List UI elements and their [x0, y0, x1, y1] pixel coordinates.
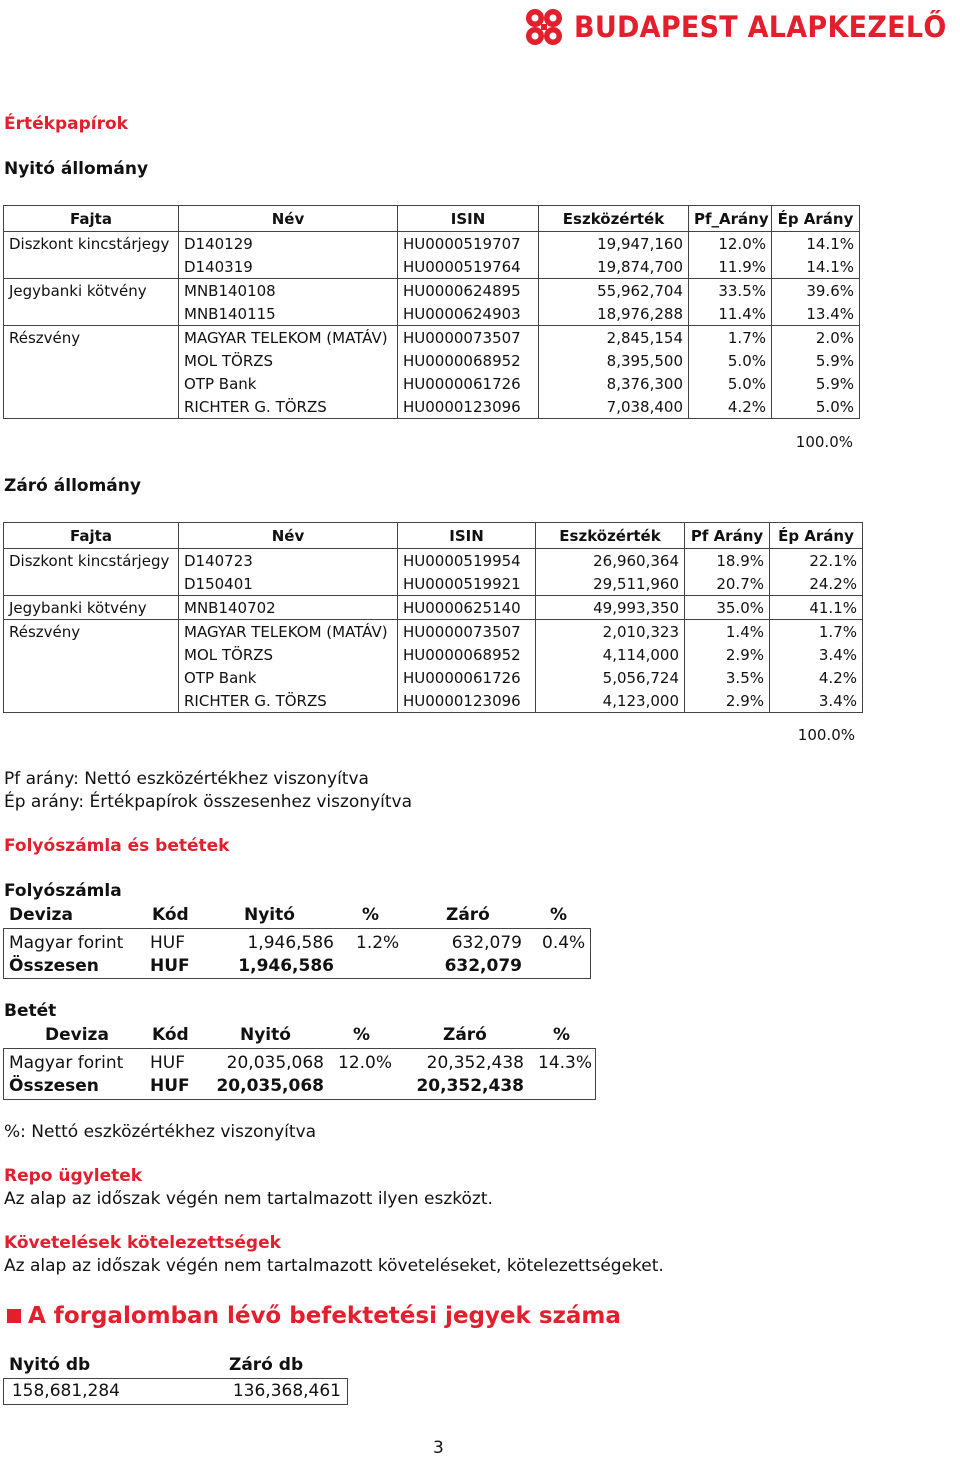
name-cell: MNB140108	[179, 279, 398, 303]
isin-cell: HU0000123096	[398, 689, 536, 713]
accounts-title: Folyószámla és betétek	[4, 836, 230, 856]
type-cell: Részvény	[4, 620, 179, 644]
current-total-closing: 632,079	[444, 956, 522, 976]
units-closing-value: 136,368,461	[232, 1381, 341, 1401]
deposit-closing-pct: 14.3%	[538, 1053, 593, 1073]
table-header-row	[4, 523, 863, 549]
column-header: Név	[179, 206, 398, 232]
name-cell: OTP Bank	[179, 372, 398, 395]
type-cell	[4, 372, 179, 395]
value-cell: 26,960,364	[536, 549, 685, 573]
name-cell: RICHTER G. TÖRZS	[179, 395, 398, 419]
ep-ratio-cell: 1.7%	[770, 620, 863, 644]
table-header-row	[4, 206, 860, 232]
type-cell	[4, 666, 179, 689]
current-opening: 1,946,586	[247, 933, 334, 953]
pf-ratio-cell: 11.9%	[689, 255, 772, 279]
table-row	[4, 255, 860, 279]
opening-total: 100.0%	[795, 433, 853, 451]
deposit-header-nyito: Nyitó	[240, 1025, 291, 1045]
value-cell: 8,395,500	[539, 349, 689, 372]
table-row	[4, 689, 863, 713]
type-cell	[4, 349, 179, 372]
current-header-pct1: %	[362, 905, 380, 925]
deposit-header-pct1: %	[353, 1025, 371, 1045]
pf-ratio-cell: 35.0%	[685, 596, 770, 620]
deposit-opening: 20,035,068	[226, 1053, 324, 1073]
ep-ratio-cell: 5.9%	[772, 372, 860, 395]
units-box	[3, 1378, 348, 1405]
isin-cell: HU0000519707	[398, 232, 539, 256]
column-header: Fajta	[4, 206, 179, 232]
current-header-nyito: Nyitó	[244, 905, 295, 925]
ep-ratio-cell: 3.4%	[770, 643, 863, 666]
deposit-opening-pct: 12.0%	[338, 1053, 393, 1073]
value-cell: 2,845,154	[539, 326, 689, 350]
table-row	[4, 349, 860, 372]
value-cell: 49,993,350	[536, 596, 685, 620]
opening-title: Nyitó állomány	[4, 159, 149, 179]
value-cell: 4,123,000	[536, 689, 685, 713]
name-cell: MNB140115	[179, 302, 398, 326]
current-currency: Magyar forint	[9, 933, 124, 953]
column-header: ISIN	[398, 206, 539, 232]
claims-text: Az alap az időszak végén nem tartalmazott követeléseket, kötelezettségeket.	[4, 1256, 664, 1276]
current-total-code: HUF	[150, 956, 190, 976]
deposit-total-closing: 20,352,438	[416, 1076, 524, 1096]
table-row	[4, 395, 860, 419]
closing-table	[3, 522, 863, 713]
name-cell: MOL TÖRZS	[179, 643, 398, 666]
budapest-logo-icon	[522, 7, 566, 47]
isin-cell: HU0000519764	[398, 255, 539, 279]
type-cell: Diszkont kincstárjegy	[4, 232, 179, 256]
name-cell: D140723	[179, 549, 398, 573]
pf-ratio-cell: 33.5%	[689, 279, 772, 303]
deposit-total-opening: 20,035,068	[216, 1076, 324, 1096]
type-cell: Részvény	[4, 326, 179, 350]
column-header: ISIN	[398, 523, 536, 549]
securities-title: Értékpapírok	[4, 114, 128, 134]
ep-ratio-cell: 41.1%	[770, 596, 863, 620]
isin-cell: HU0000061726	[398, 666, 536, 689]
table-row	[4, 372, 860, 395]
isin-cell: HU0000624903	[398, 302, 539, 326]
accounts-note: %: Nettó eszközértékhez viszonyítva	[4, 1122, 317, 1142]
name-cell: MAGYAR TELEKOM (MATÁV)	[179, 326, 398, 350]
repo-title: Repo ügyletek	[4, 1166, 143, 1186]
pf-ratio-cell: 18.9%	[685, 549, 770, 573]
units-heading	[7, 1303, 621, 1329]
name-cell: MNB140702	[179, 596, 398, 620]
column-header: Ép Arány	[772, 206, 860, 232]
table-row	[4, 302, 860, 326]
pf-ratio-cell: 1.7%	[689, 326, 772, 350]
units-header-opening: Nyitó db	[9, 1355, 91, 1375]
type-cell: Jegybanki kötvény	[4, 279, 179, 303]
ep-ratio-cell: 5.9%	[772, 349, 860, 372]
value-cell: 18,976,288	[539, 302, 689, 326]
square-bullet-icon	[7, 1309, 21, 1323]
current-closing-pct: 0.4%	[542, 933, 586, 953]
name-cell: D140319	[179, 255, 398, 279]
pf-ratio-cell: 5.0%	[689, 349, 772, 372]
value-cell: 7,038,400	[539, 395, 689, 419]
note-pf: Pf arány: Nettó eszközértékhez viszonyítva	[4, 769, 369, 789]
ep-ratio-cell: 39.6%	[772, 279, 860, 303]
ep-ratio-cell: 22.1%	[770, 549, 863, 573]
pf-ratio-cell: 12.0%	[689, 232, 772, 256]
current-total-label: Összesen	[9, 956, 99, 976]
table-row	[4, 596, 863, 620]
value-cell: 2,010,323	[536, 620, 685, 644]
type-cell: Jegybanki kötvény	[4, 596, 179, 620]
current-closing: 632,079	[451, 933, 522, 953]
column-header: Eszközérték	[539, 206, 689, 232]
table-row	[4, 666, 863, 689]
current-account-box	[3, 928, 591, 979]
column-header: Ép Arány	[770, 523, 863, 549]
column-header: Pf_Arány	[689, 206, 772, 232]
value-cell: 55,962,704	[539, 279, 689, 303]
deposit-total-code: HUF	[150, 1076, 190, 1096]
isin-cell: HU0000519954	[398, 549, 536, 573]
isin-cell: HU0000061726	[398, 372, 539, 395]
deposit-closing: 20,352,438	[426, 1053, 524, 1073]
deposit-header-zaro: Záró	[443, 1025, 487, 1045]
pf-ratio-cell: 11.4%	[689, 302, 772, 326]
ep-ratio-cell: 14.1%	[772, 255, 860, 279]
table-row	[4, 549, 863, 573]
type-cell: Diszkont kincstárjegy	[4, 549, 179, 573]
pf-ratio-cell: 5.0%	[689, 372, 772, 395]
name-cell: MOL TÖRZS	[179, 349, 398, 372]
units-header-closing: Záró db	[229, 1355, 304, 1375]
deposit-title: Betét	[4, 1001, 57, 1021]
isin-cell: HU0000625140	[398, 596, 536, 620]
type-cell	[4, 689, 179, 713]
type-cell	[4, 302, 179, 326]
brand-name: BUDAPEST ALAPKEZELŐ	[574, 10, 947, 44]
closing-total: 100.0%	[797, 726, 855, 744]
deposit-header-kod: Kód	[152, 1025, 189, 1045]
repo-text: Az alap az időszak végén nem tartalmazott ilyen eszközt.	[4, 1189, 493, 1209]
current-header-deviza: Deviza	[9, 905, 73, 925]
ep-ratio-cell: 2.0%	[772, 326, 860, 350]
opening-table	[3, 205, 860, 419]
current-account-title: Folyószámla	[4, 881, 122, 901]
name-cell: D140129	[179, 232, 398, 256]
value-cell: 4,114,000	[536, 643, 685, 666]
table-row	[4, 279, 860, 303]
table-row	[4, 326, 860, 350]
current-opening-pct: 1.2%	[356, 933, 400, 953]
value-cell: 19,874,700	[539, 255, 689, 279]
current-total-opening: 1,946,586	[238, 956, 334, 976]
type-cell	[4, 643, 179, 666]
closing-title: Záró állomány	[4, 476, 141, 496]
brand-logo	[522, 6, 960, 48]
table-row	[4, 620, 863, 644]
pf-ratio-cell: 1.4%	[685, 620, 770, 644]
isin-cell: HU0000519921	[398, 572, 536, 596]
current-header-pct2: %	[550, 905, 568, 925]
column-header: Fajta	[4, 523, 179, 549]
units-opening-value: 158,681,284	[11, 1381, 120, 1401]
page-number: 3	[433, 1438, 444, 1458]
type-cell	[4, 395, 179, 419]
table-row	[4, 643, 863, 666]
ep-ratio-cell: 13.4%	[772, 302, 860, 326]
deposit-header-deviza: Deviza	[45, 1025, 109, 1045]
ep-ratio-cell: 5.0%	[772, 395, 860, 419]
units-title: A forgalomban lévő befektetési jegyek száma	[28, 1303, 621, 1329]
deposit-currency: Magyar forint	[9, 1053, 124, 1073]
column-header: Pf Arány	[685, 523, 770, 549]
name-cell: D150401	[179, 572, 398, 596]
isin-cell: HU0000073507	[398, 620, 536, 644]
pf-ratio-cell: 4.2%	[689, 395, 772, 419]
value-cell: 8,376,300	[539, 372, 689, 395]
ep-ratio-cell: 24.2%	[770, 572, 863, 596]
table-row	[4, 232, 860, 256]
pf-ratio-cell: 2.9%	[685, 643, 770, 666]
current-code: HUF	[150, 933, 186, 953]
current-header-kod: Kód	[152, 905, 189, 925]
current-header-zaro: Záró	[446, 905, 490, 925]
value-cell: 5,056,724	[536, 666, 685, 689]
ep-ratio-cell: 3.4%	[770, 689, 863, 713]
isin-cell: HU0000123096	[398, 395, 539, 419]
type-cell	[4, 572, 179, 596]
column-header: Eszközérték	[536, 523, 685, 549]
name-cell: MAGYAR TELEKOM (MATÁV)	[179, 620, 398, 644]
deposit-code: HUF	[150, 1053, 186, 1073]
type-cell	[4, 255, 179, 279]
value-cell: 19,947,160	[539, 232, 689, 256]
isin-cell: HU0000068952	[398, 349, 539, 372]
pf-ratio-cell: 2.9%	[685, 689, 770, 713]
pf-ratio-cell: 20.7%	[685, 572, 770, 596]
name-cell: RICHTER G. TÖRZS	[179, 689, 398, 713]
value-cell: 29,511,960	[536, 572, 685, 596]
deposit-total-label: Összesen	[9, 1076, 99, 1096]
isin-cell: HU0000624895	[398, 279, 539, 303]
column-header: Név	[179, 523, 398, 549]
table-row	[4, 572, 863, 596]
claims-title: Követelések kötelezettségek	[4, 1233, 281, 1253]
isin-cell: HU0000068952	[398, 643, 536, 666]
deposit-header-pct2: %	[553, 1025, 571, 1045]
note-ep: Ép arány: Értékpapírok összesenhez viszonyítva	[4, 792, 412, 812]
pf-ratio-cell: 3.5%	[685, 666, 770, 689]
deposit-box	[3, 1048, 596, 1100]
name-cell: OTP Bank	[179, 666, 398, 689]
ep-ratio-cell: 4.2%	[770, 666, 863, 689]
isin-cell: HU0000073507	[398, 326, 539, 350]
ep-ratio-cell: 14.1%	[772, 232, 860, 256]
